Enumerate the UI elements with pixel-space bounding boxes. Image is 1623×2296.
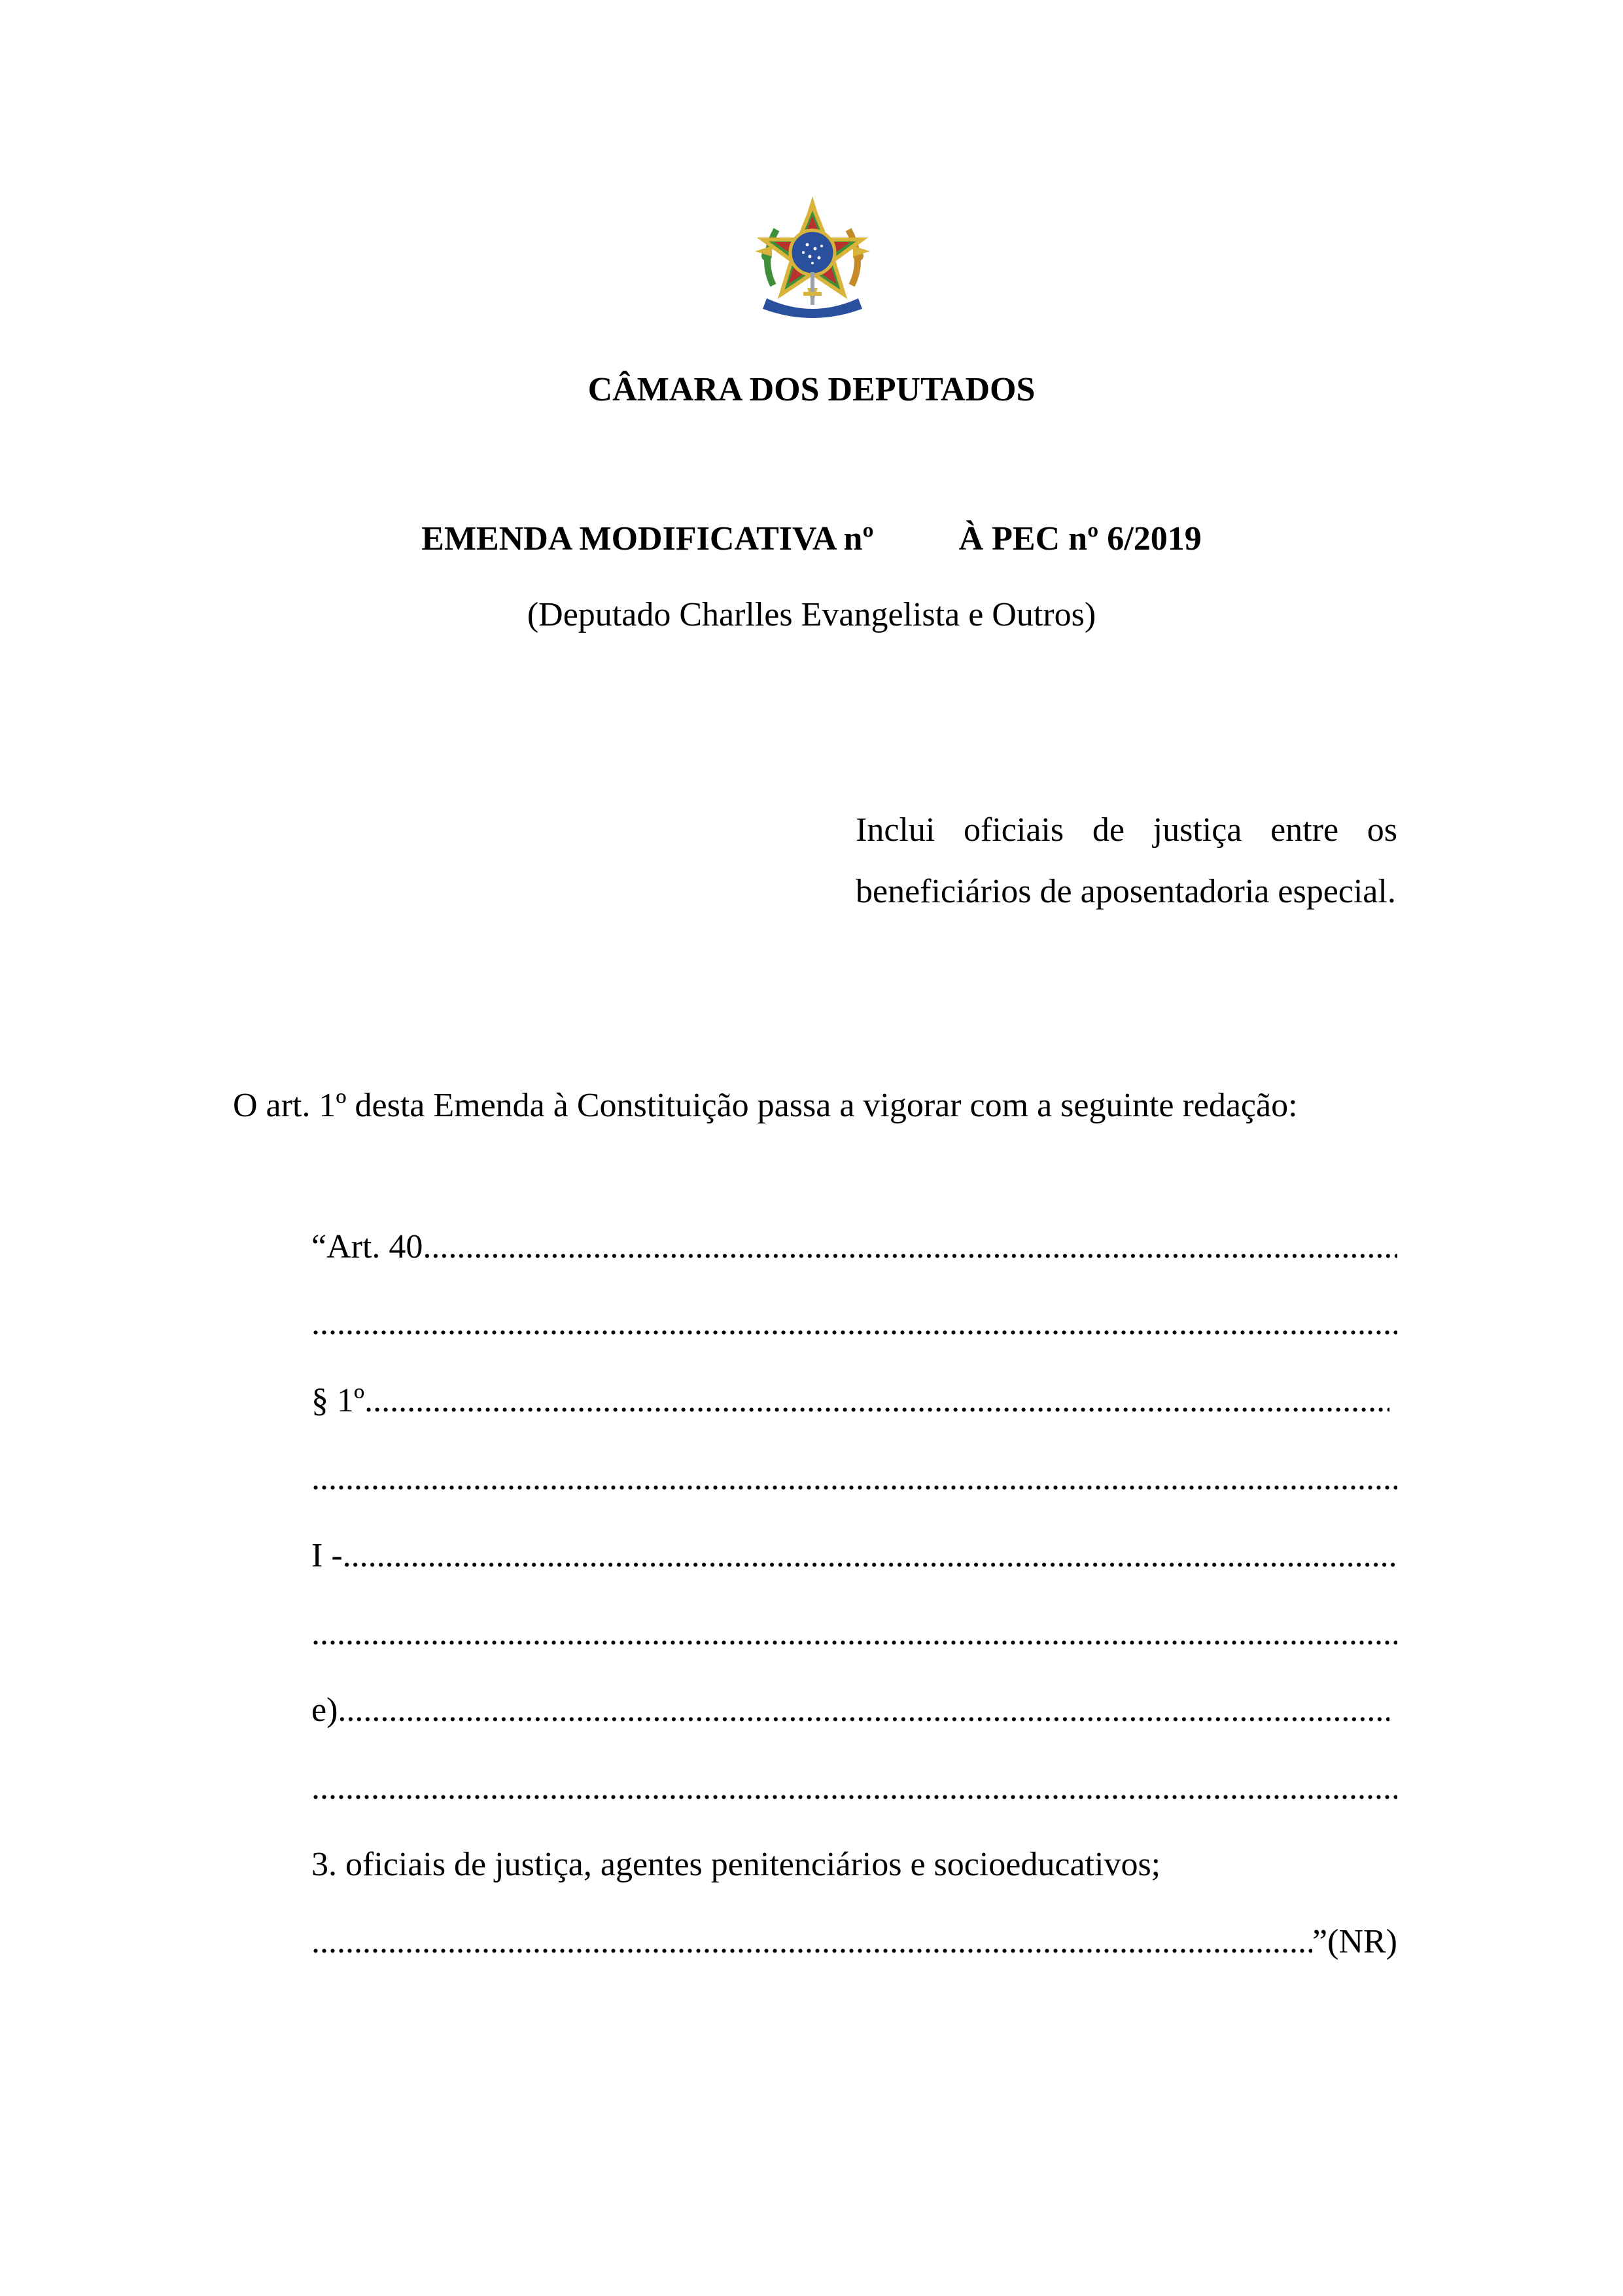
article-line [311, 1762, 1397, 1814]
dot-leader [364, 1375, 1389, 1427]
dot-leader [311, 1298, 1397, 1350]
article-line [311, 1453, 1397, 1505]
amendment-title: EMENDA MODIFICATIVA nº À PEC nº 6/2019 [421, 520, 1202, 557]
amendment-summary: Inclui oficiais de justiça entre os beneficiários de aposentadoria especial. [856, 811, 1397, 910]
article-line [311, 1298, 1397, 1350]
intro-paragraph: O art. 1º desta Emenda à Constituição passa a vigorar com a seguinte redação: [233, 1087, 1298, 1124]
dot-leader [431, 1221, 1397, 1273]
article-line-text: 3. oficiais de justiça, agentes penitenciários e socioeducativos; [311, 1846, 1161, 1883]
dot-leader [343, 1530, 1397, 1582]
article-line [311, 1608, 1397, 1660]
authors-line: (Deputado Charlles Evangelista e Outros) [527, 596, 1096, 633]
coat-of-arms-icon [747, 194, 878, 325]
article-line [311, 1375, 1389, 1427]
dot-leader [311, 1916, 1312, 1968]
article-line-text: I - [311, 1537, 343, 1574]
article-line [311, 1221, 1397, 1273]
house-title: CÂMARA DOS DEPUTADOS [587, 371, 1036, 408]
dot-leader [311, 1762, 1397, 1814]
article-line [311, 1839, 1397, 1891]
article-line-text: § 1º [311, 1382, 365, 1419]
article-line-text: “Art. 40. [311, 1228, 432, 1265]
article-line [311, 1530, 1397, 1582]
dot-leader [311, 1453, 1397, 1505]
article-line [311, 1916, 1397, 1968]
article-line-text: e) [311, 1691, 338, 1729]
dot-leader [311, 1608, 1397, 1660]
dot-leader [338, 1684, 1389, 1737]
article-line [311, 1684, 1389, 1737]
article-line-tail: ”(NR) [1312, 1923, 1397, 1960]
